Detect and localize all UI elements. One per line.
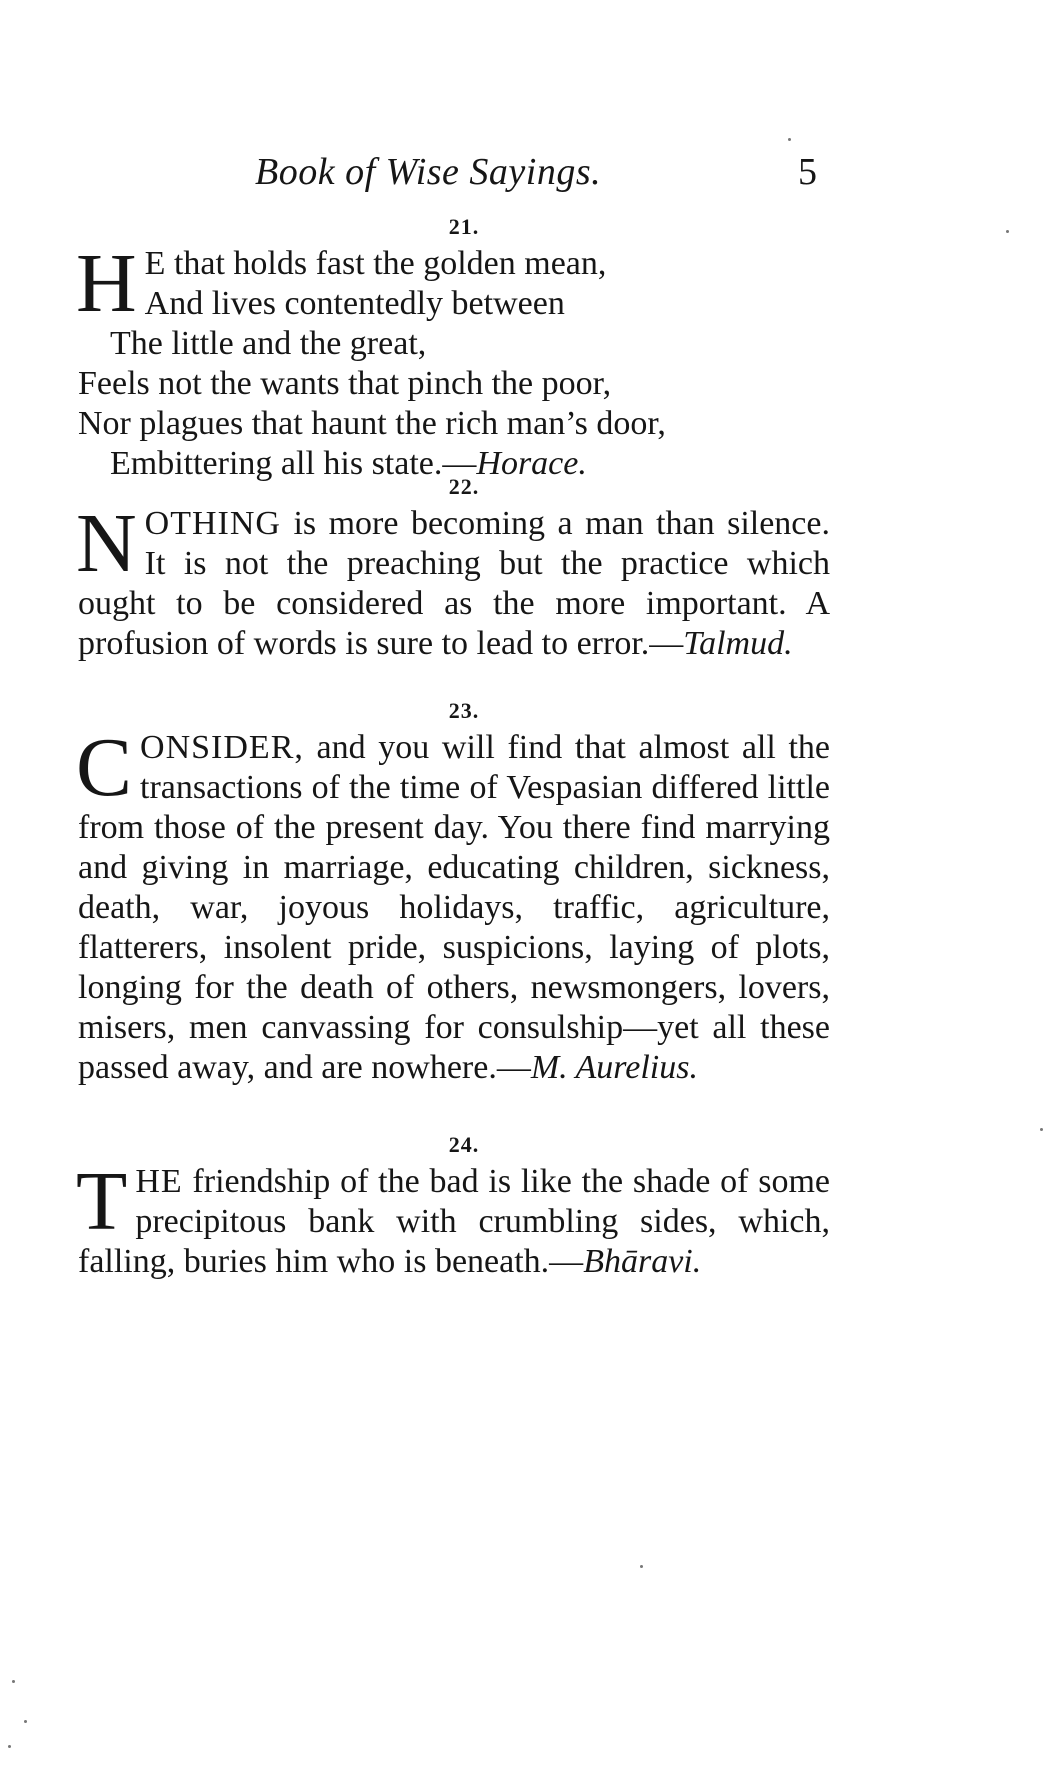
saying-text [76, 721, 830, 1088]
running-title: Book of Wise Sayings. [255, 151, 602, 193]
paper-speck [8, 1745, 11, 1748]
verse-line: Nor plagues that haunt the rich man’s door, [78, 405, 666, 442]
saying-text [76, 497, 830, 664]
saying-22 [78, 470, 830, 664]
verse-line: E that holds fast the golden mean, [144, 245, 607, 282]
paper-speck [640, 1565, 643, 1568]
prose-text: is more becoming a man than silence. It is not the preaching but the practice which ought to be considered as the more important. A profusion of words is sure to lead to error.— [78, 505, 830, 662]
paper-speck [12, 1680, 15, 1683]
saying-number: 22. [448, 474, 480, 499]
saying-verse [76, 237, 830, 484]
attribution: Horace. [476, 445, 587, 482]
drop-cap: C [76, 721, 133, 814]
verse-line: And lives contentedly between [144, 285, 565, 322]
prose-text: and you will find that almost all the transactions of the time of Vespasian differed little from those of the present day. You there find marrying and giving in marriage, educating children, sickness, death, war, joyous holidays, traffic, agriculture, flatterers, insolent pride, suspicions, laying of plots, longing for the death of others, newsmongers, lovers, misers, men canvassing for consulship—yet all these passed away, and are nowhere.— [78, 729, 830, 1086]
drop-cap: H [76, 237, 137, 330]
attribution: Talmud. [683, 625, 793, 662]
verse-line: The little and the great, [110, 325, 427, 362]
first-word: ONSIDER, [140, 729, 304, 766]
paper-speck [1040, 1128, 1043, 1131]
attribution: Bhāravi. [583, 1243, 702, 1280]
saying-number: 21. [448, 214, 480, 239]
running-header [0, 150, 1049, 210]
drop-cap: N [76, 497, 137, 590]
drop-cap: T [76, 1155, 128, 1248]
verse-line-text: Embittering all his state.— [110, 445, 477, 482]
saying-text [76, 1155, 830, 1282]
attribution: M. Aurelius. [530, 1049, 698, 1086]
saying-24 [78, 1128, 830, 1282]
page-number: 5 [798, 151, 817, 193]
first-word: OTHING [144, 505, 281, 542]
prose-text: friendship of the bad is like the shade of some precipitous bank with crumbling sides, which, falling, buries him who is beneath.— [78, 1163, 830, 1280]
paper-speck [24, 1720, 27, 1723]
saying-23 [78, 694, 830, 1088]
first-word: HE [135, 1163, 183, 1200]
paper-speck [788, 138, 791, 141]
saying-number: 24. [448, 1132, 480, 1157]
saying-number: 23. [448, 698, 480, 723]
verse-line: Feels not the wants that pinch the poor, [78, 365, 612, 402]
saying-21 [78, 210, 830, 484]
paper-speck [1006, 230, 1009, 233]
